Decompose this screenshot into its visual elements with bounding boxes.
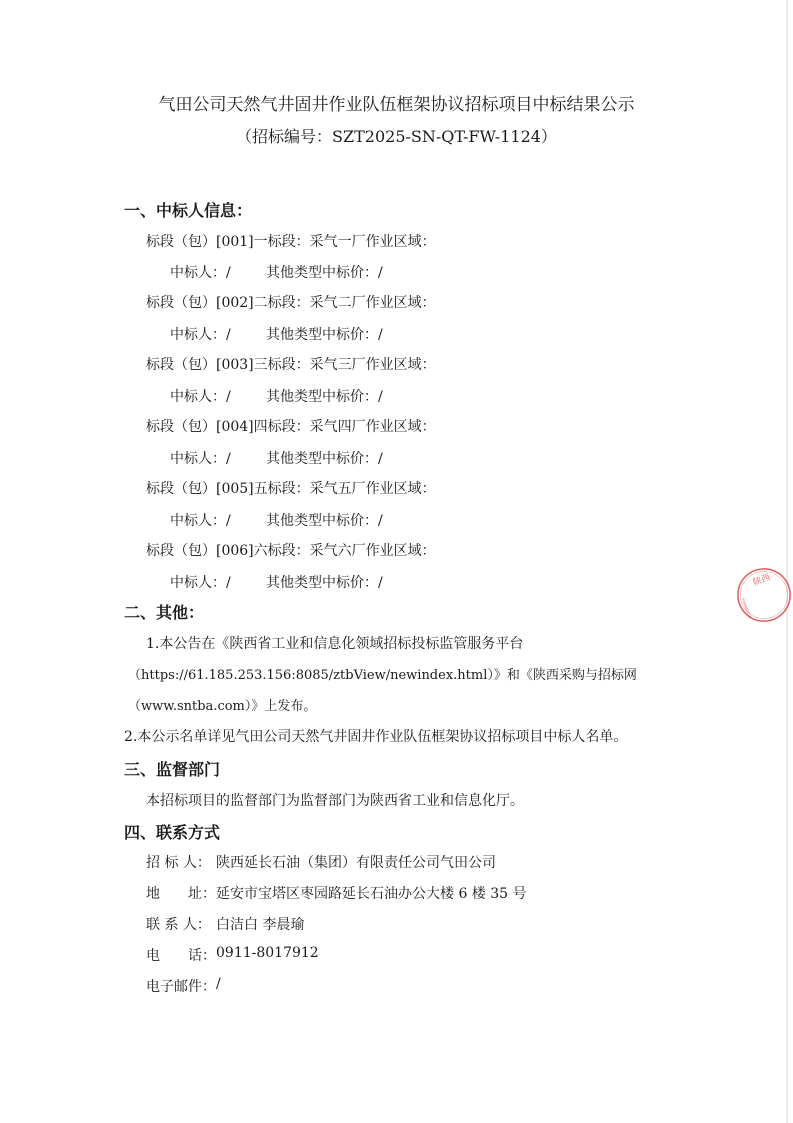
other-item-1-line-1: 1.本公告在《陕西省工业和信息化领域招标投标监管服务平台 — [146, 636, 524, 652]
section-heading-supervision: 三、监督部门 — [124, 760, 221, 779]
lot-price: 其他类型中标价：/ — [266, 513, 383, 529]
contact-label: 联 系 人： — [146, 917, 211, 933]
supervision-text: 本招标项目的监督部门为监督部门为陕西省工业和信息化厅。 — [146, 793, 524, 809]
section-heading-winner-info: 一、中标人信息： — [124, 201, 253, 220]
lot-name: 标段（包）[002]二标段：采气二厂作业区域： — [146, 295, 436, 311]
lot-name: 标段（包）[003]三标段：采气三厂作业区域： — [146, 357, 436, 373]
phone-value: 0911-8017912 — [216, 945, 319, 961]
lot-name: 标段（包）[004]四标段：采气四厂作业区域： — [146, 419, 436, 435]
address-value: 延安市宝塔区枣园路延长石油办公大楼 6 楼 35 号 — [216, 886, 527, 902]
lot-winner: 中标人：/ — [170, 265, 231, 281]
lot-name: 标段（包）[001]一标段：采气一厂作业区域： — [146, 234, 436, 250]
section-heading-contact: 四、联系方式 — [124, 823, 221, 842]
contact-value: 白洁白 李晨瑜 — [216, 917, 305, 933]
lot-winner: 中标人：/ — [170, 575, 231, 591]
email-value: / — [216, 976, 221, 992]
lot-name: 标段（包）[006]六标段：采气六厂作业区域： — [146, 543, 436, 559]
seal-text: 陕西 — [751, 572, 772, 589]
lot-winner: 中标人：/ — [170, 513, 231, 529]
lot-winner: 中标人：/ — [170, 451, 231, 467]
lot-price: 其他类型中标价：/ — [266, 575, 383, 591]
other-item-1-line-2: （https://61.185.253.156:8085/ztbView/newindex.html）》和《陕西采购与招标网 — [128, 668, 637, 683]
email-label: 电子邮件： — [146, 979, 216, 995]
other-item-1-line-3: （www.sntba.com）》上发布。 — [128, 699, 317, 714]
tenderer-value: 陕西延长石油（集团）有限责任公司气田公司 — [216, 855, 496, 871]
company-seal-icon — [735, 535, 793, 655]
tenderer-label: 招 标 人： — [146, 855, 211, 871]
document-title: 气田公司天然气井固井作业队伍框架协议招标项目中标结果公示 — [158, 95, 635, 115]
lot-price: 其他类型中标价：/ — [266, 451, 383, 467]
lot-winner: 中标人：/ — [170, 389, 231, 405]
tender-number: （招标编号：SZT2025-SN-QT-FW-1124） — [236, 127, 557, 146]
lot-name: 标段（包）[005]五标段：采气五厂作业区域： — [146, 481, 436, 497]
seal-code: 6100000154 — [740, 597, 752, 619]
lot-winner: 中标人：/ — [170, 327, 231, 343]
other-item-2: 2.本公示名单详见气田公司天然气井固井作业队伍框架协议招标项目中标人名单。 — [124, 729, 628, 745]
address-label: 地 址： — [146, 886, 216, 902]
section-heading-other: 二、其他： — [124, 603, 205, 622]
lot-price: 其他类型中标价：/ — [266, 327, 383, 343]
phone-label: 电 话： — [146, 948, 216, 964]
lot-price: 其他类型中标价：/ — [266, 265, 383, 281]
lot-price: 其他类型中标价：/ — [266, 389, 383, 405]
